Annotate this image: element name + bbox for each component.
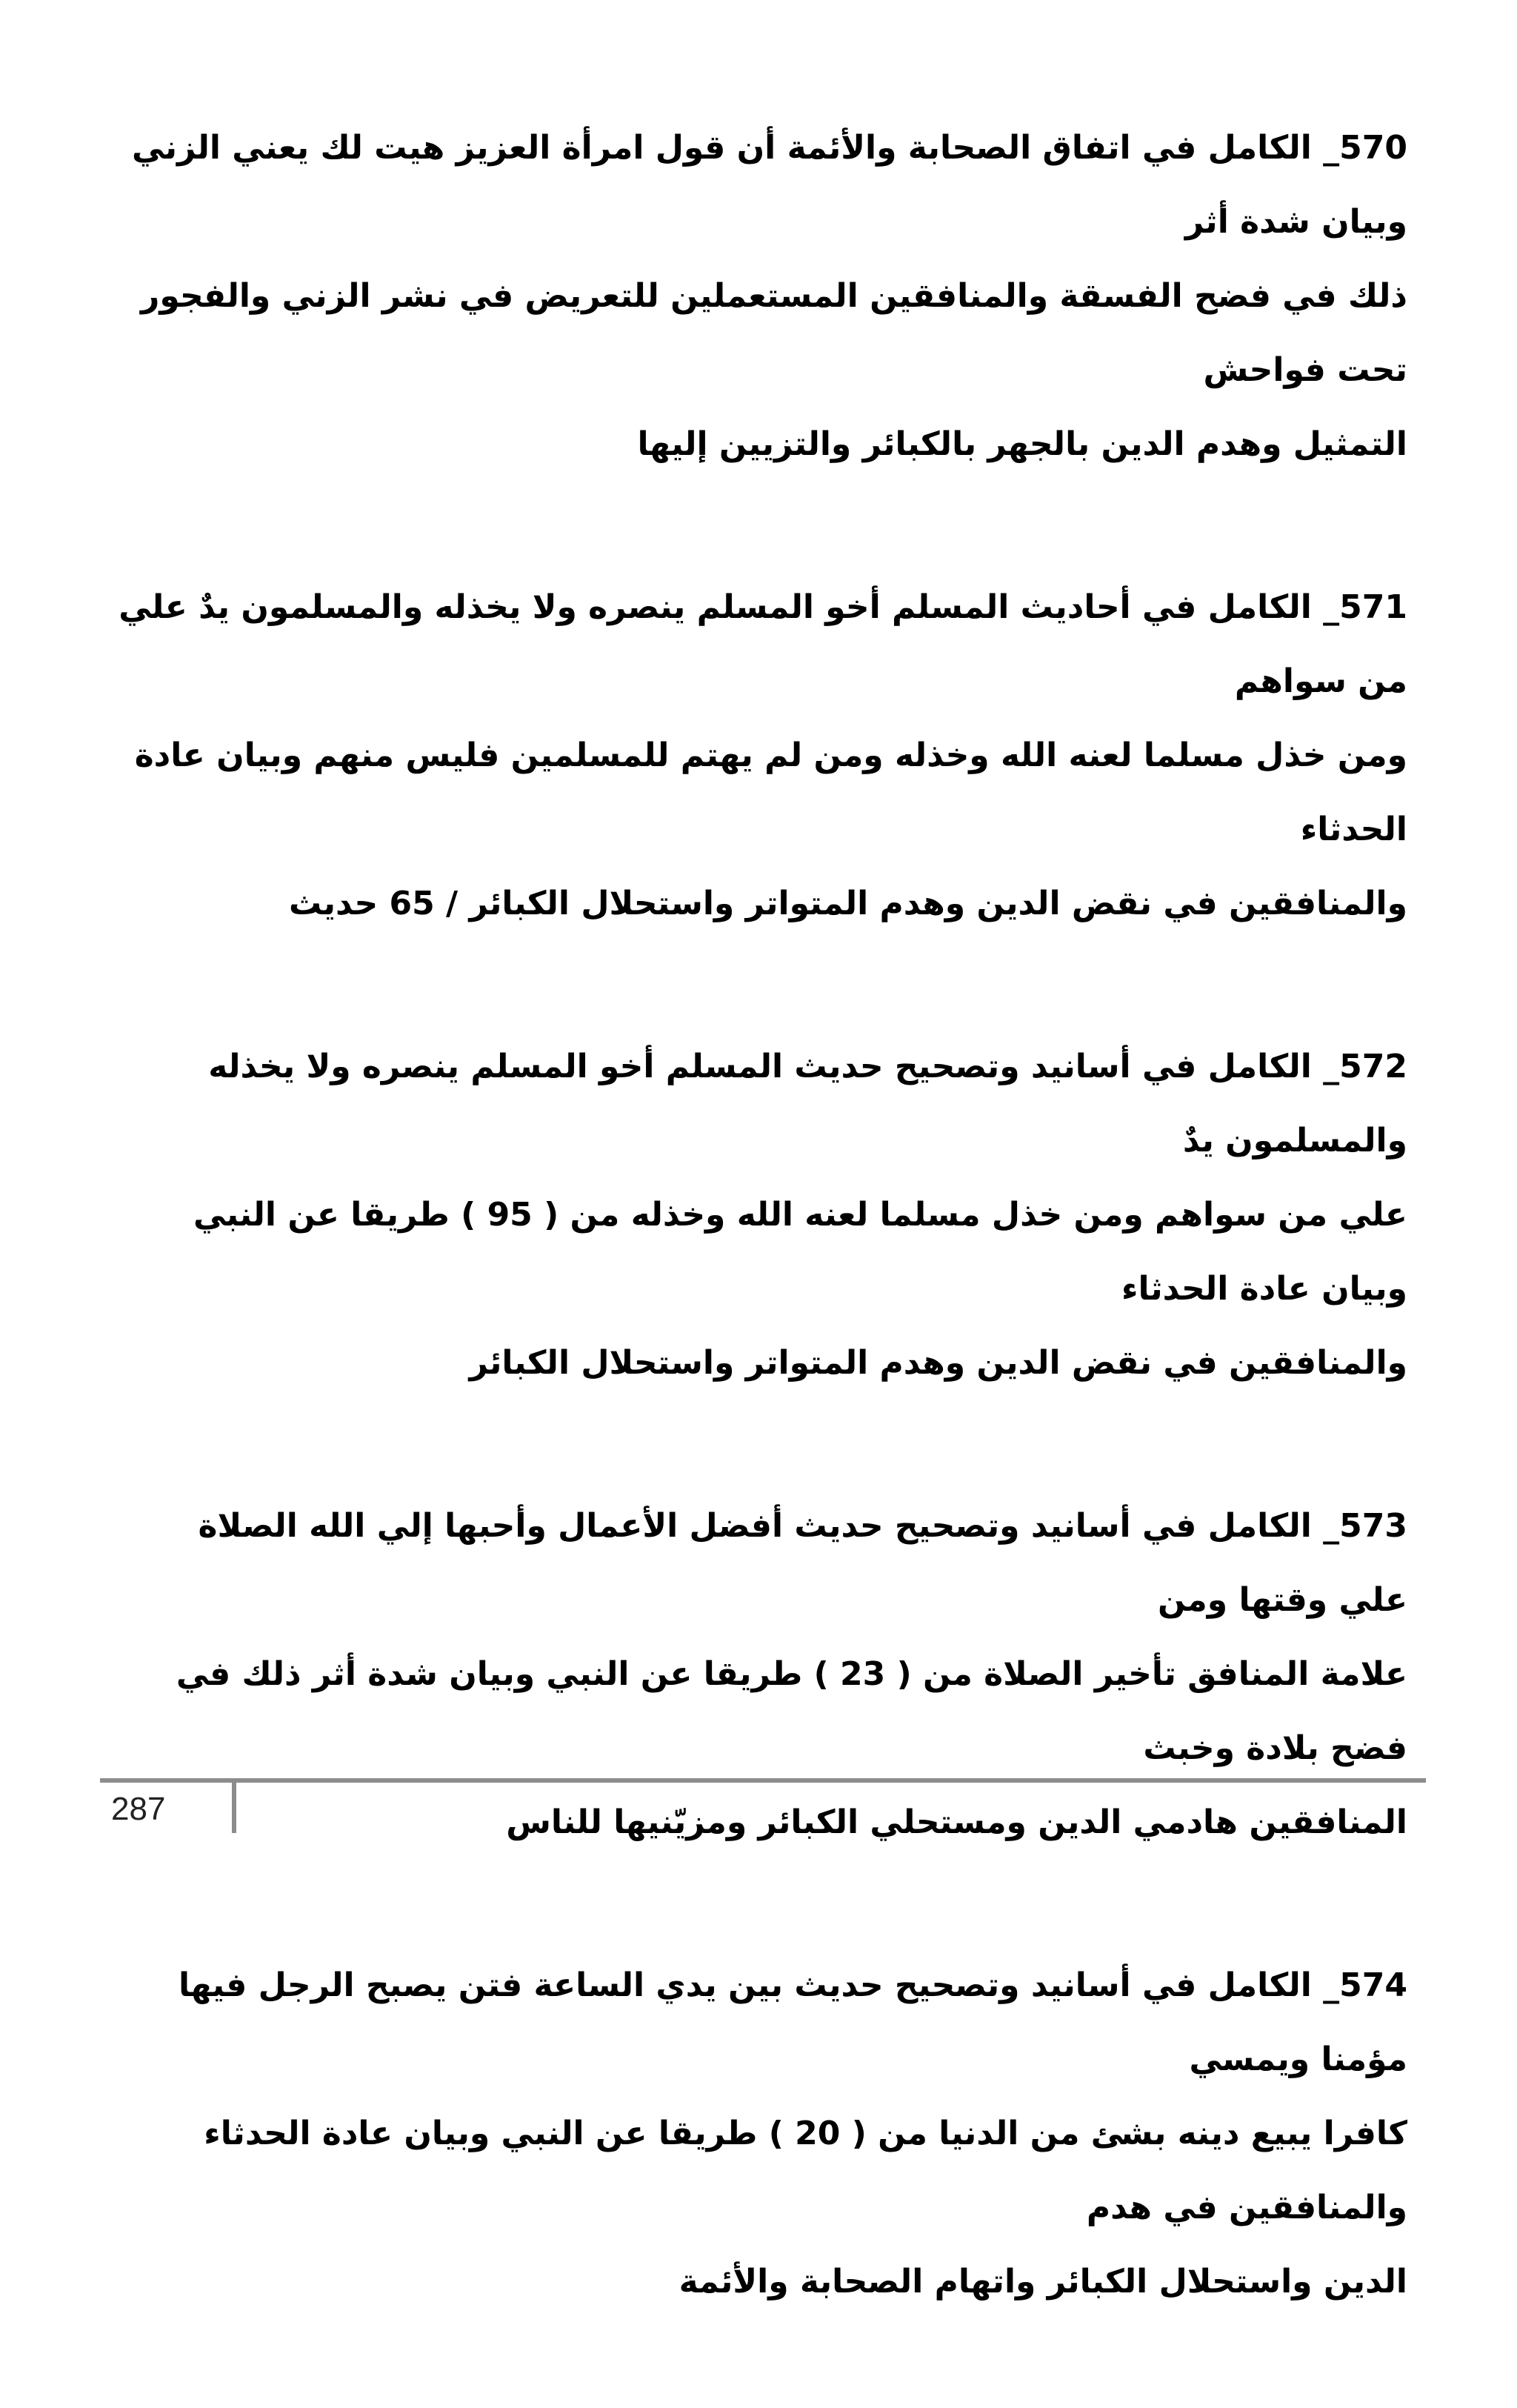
entry-line: 574_ الكامل في أسانيد وتصحيح حديث بين يدي الساعة فتن يصبح الرجل فيها مؤمنا ويمسي: [178, 1966, 1407, 2078]
entry-572: [119, 1030, 1407, 1400]
entry-line: والمنافقين في نقض الدين وهدم المتواتر واستحلال الكبائر / 65 حديث: [288, 885, 1407, 922]
entry-line: ذلك في فضح الفسقة والمنافقين المستعملين للتعريض في نشر الزني والفجور تحت فواحش: [141, 277, 1407, 389]
footer-rule: [100, 1778, 1426, 1783]
page-body: [119, 111, 1407, 2408]
entry-line: ومن خذل مسلما لعنه الله وخذله ومن لم يهتم للمسلمين فليس منهم وبيان عادة الحدثاء: [134, 736, 1407, 848]
entry-line: 571_ الكامل في أحاديث المسلم أخو المسلم ينصره ولا يخذله والمسلمون يدٌ علي من سواهم: [119, 588, 1407, 700]
entry-line: علامة المنافق تأخير الصلاة من ( 23 ) طريقا عن النبي وبيان شدة أثر ذلك في فضح بلادة وخبث: [176, 1655, 1407, 1767]
entry-574: [119, 1949, 1407, 2319]
entry-line: التمثيل وهدم الدين بالجهر بالكبائر والتزيين إليها: [637, 425, 1407, 463]
footer-divider: [232, 1783, 236, 1833]
entry-line: 570_ الكامل في اتفاق الصحابة والأئمة أن قول امرأة العزيز هيت لك يعني الزني وبيان شدة أثر: [131, 129, 1407, 241]
entry-line: المنافقين هادمي الدين ومستحلي الكبائر ومزيّنيها للناس: [506, 1803, 1407, 1841]
page-number: 287: [111, 1791, 166, 1827]
entry-570: [119, 111, 1407, 482]
entry-line: 572_ الكامل في أسانيد وتصحيح حديث المسلم أخو المسلم ينصره ولا يخذله والمسلمون يدٌ: [208, 1048, 1407, 1160]
entry-line: علي من سواهم ومن خذل مسلما لعنه الله وخذله من ( 95 ) طريقا عن النبي وبيان عادة الحدثاء: [193, 1196, 1407, 1308]
entry-line: 573_ الكامل في أسانيد وتصحيح حديث أفضل الأعمال وأحبها إلي الله الصلاة علي وقتها ومن: [198, 1507, 1407, 1619]
entry-line: الدين واستحلال الكبائر واتهام الصحابة والأئمة: [679, 2263, 1407, 2301]
entry-571: [119, 571, 1407, 941]
entry-line: كافرا يبيع دينه بشئ من الدنيا من ( 20 ) طريقا عن النبي وبيان عادة الحدثاء والمنافقين في هدم: [204, 2115, 1407, 2226]
entry-573: [119, 1489, 1407, 1860]
entry-line: والمنافقين في نقض الدين وهدم المتواتر واستحلال الكبائر: [469, 1344, 1407, 1382]
